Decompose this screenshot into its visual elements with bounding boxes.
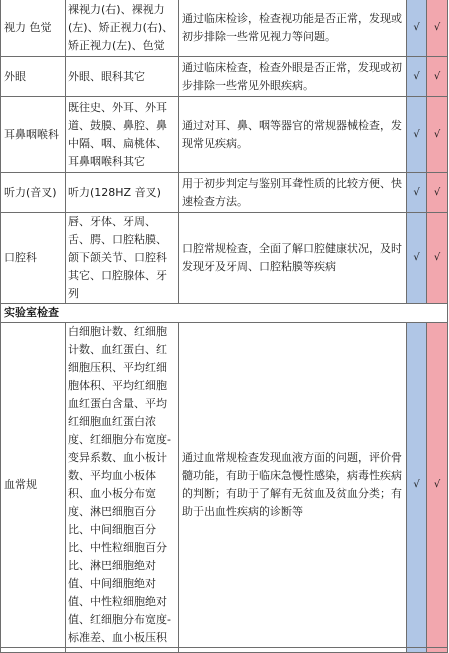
table-row-blood-routine [1,323,448,648]
description-cell: 口腔常规检查，全面了解口腔健康状况，及时发现牙及牙周、口腔粘膜等疾病 [179,213,407,304]
category-cell: 血常规 [1,323,66,648]
section-title: 实验室检查 [1,304,448,323]
check-mark-2: √ [427,213,448,304]
table-row-tail [1,648,448,653]
category-cell: 耳鼻咽喉科 [1,97,66,173]
check-mark-1: √ [407,323,427,648]
description-cell: 用于初步判定与鉴别耳聋性质的比较方便、快速检查方法。 [179,173,407,213]
description-cell: 通过临床检查，检查外眼是否正常，发现或初步排除一些常见外眼疾病。 [179,57,407,97]
items-cell: 白细胞计数、红细胞计数、血红蛋白、红细胞压积、平均红细胞体积、平均红细胞血红蛋白含量、平均红细胞血红蛋白浓度、红细胞分布宽度-变异系数、血小板计数、平均血小板体积、血小板分布宽度、淋巴细胞百分比、中间细胞百分比、中性粒细胞百分比、淋巴细胞绝对值、中间细胞绝对值、中性粒细胞绝对值、红细胞分布宽度-标准差、血小板压积 [66,323,179,648]
category-cell: 视力 色觉 [1,0,66,57]
items-cell: 外眼、眼科其它 [66,57,179,97]
check-mark-1: √ [407,173,427,213]
table-row-external-eye [1,57,448,97]
description-cell: 通过血常规检查发现血液方面的问题，评价骨髓功能，有助于临床急慢性感染，病毒性疾病的判断；有助于了解有无贫血及贫血分类；有助于出血性疾病的诊断等 [179,323,407,648]
table-row-vision [1,0,448,57]
check-mark-2: √ [427,57,448,97]
description-cell: 通过对耳、鼻、咽等器官的常规器械检查，发现常见疾病。 [179,97,407,173]
items-cell: 唇、牙体、牙周、舌、腭、口腔粘膜、颌下颌关节、口腔科其它、口腔腺体、牙列 [66,213,179,304]
description-cell: 通过临床检诊，检查视功能是否正常，发现或初步排除一些常见视力等问题。 [179,0,407,57]
table-row-oral [1,213,448,304]
table-row-ent [1,97,448,173]
check-mark-2: √ [427,0,448,57]
items-cell: 裸视力(右)、裸视力(左)、矫正视力(右)、矫正视力(左)、色觉 [66,0,179,57]
category-cell: 听力(音叉) [1,173,66,213]
check-mark-2: √ [427,323,448,648]
category-cell: 口腔科 [1,213,66,304]
check-mark-1: √ [407,97,427,173]
check-mark-1: √ [407,0,427,57]
table-row-hearing [1,173,448,213]
check-mark-2: √ [427,173,448,213]
items-cell: 听力(128HZ 音叉) [66,173,179,213]
category-cell: 外眼 [1,57,66,97]
check-mark-1: √ [407,57,427,97]
check-mark-1: √ [407,213,427,304]
items-cell: 既往史、外耳、外耳道、鼓膜、鼻腔、鼻中隔、咽、扁桃体、耳鼻咽喉科其它 [66,97,179,173]
section-header-row [1,304,448,323]
check-mark-2: √ [427,97,448,173]
